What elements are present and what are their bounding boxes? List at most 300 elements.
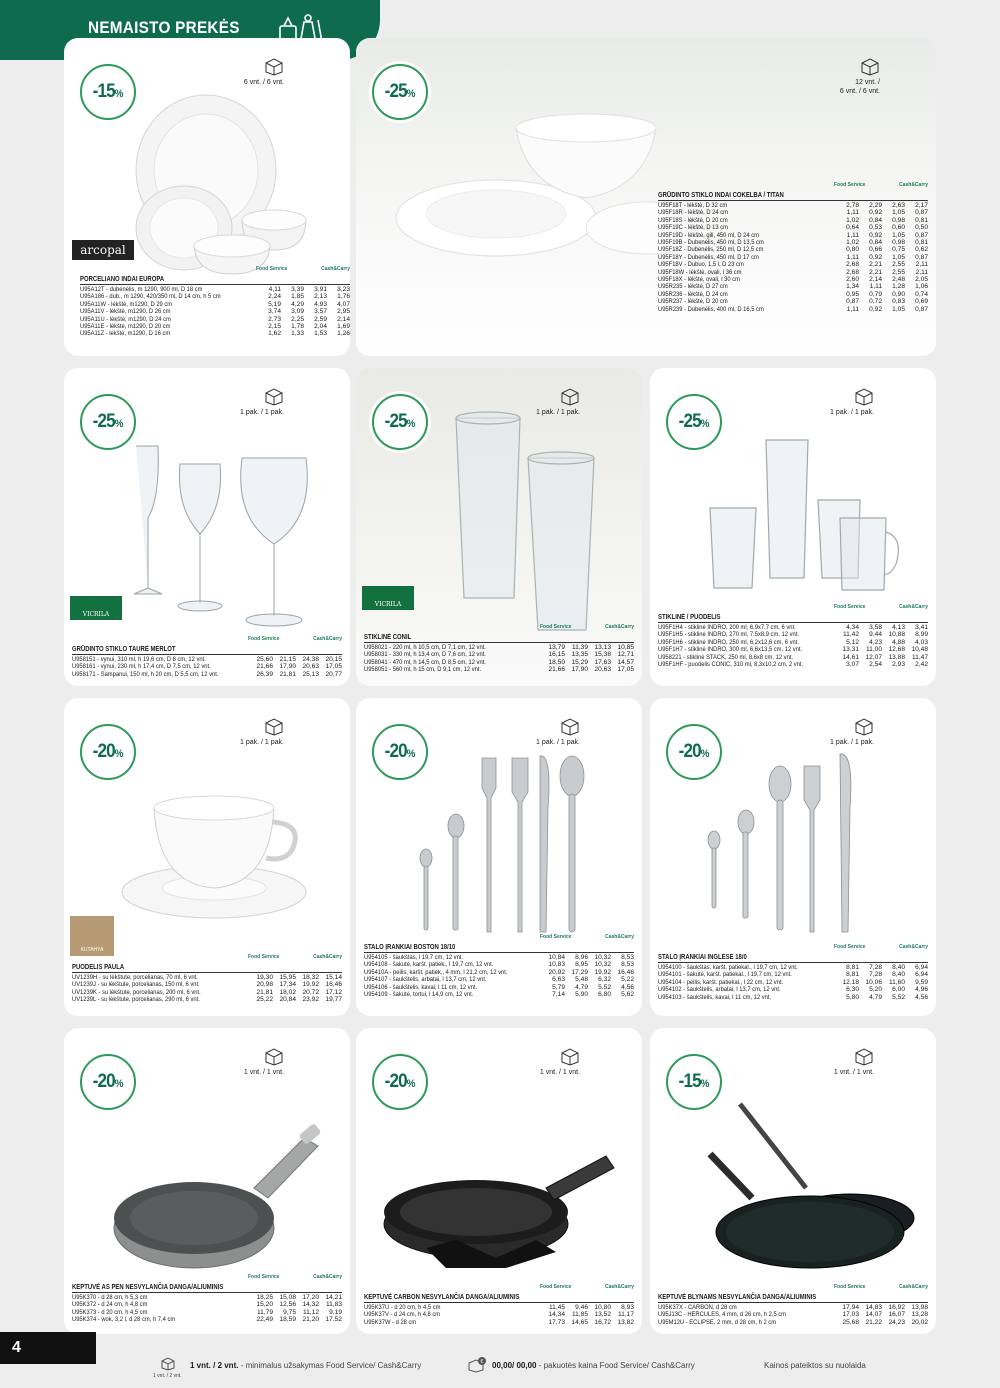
discount-badge [80,1054,136,1110]
discount-badge [80,64,136,120]
discount-badge [372,64,428,120]
product-title: PORCELIANO INDAI EUROPA [80,276,165,283]
food-service-label: Food Service [248,636,280,642]
cash-carry-header [605,934,634,940]
cash-carry-label: Cash&Carry [899,1284,928,1290]
title-divider [72,1292,342,1293]
food-service-header [540,934,571,940]
product-title: KEPTUVĖ CARBON NESVYLANČIA DANGA/ALIUMINIS [364,1294,520,1301]
price-value: 2,78 [846,202,859,209]
price-value: 14,65 [571,1318,588,1326]
price-value: 9,44 [869,631,882,639]
product-code-description: U95K37W - d 28 cm [364,1318,417,1326]
price-value: 9,75 [283,1308,296,1316]
price-value: 3,39 [291,286,304,293]
food-service-header [834,604,865,610]
price-text: - pakuotės kaina Food Service/ Cash&Carry [536,1361,695,1370]
cash-carry-header [899,944,928,950]
white-glass-dishes-image [386,98,676,298]
package-info [806,388,874,417]
price-row [658,654,928,661]
price-value: 4,03 [915,638,928,646]
discount-value [385,411,415,433]
package-quantity: 1 pak. / 1 pak. [830,409,874,416]
discount-number: -25 [93,411,116,432]
price-value: 3,09 [291,308,304,316]
price-value: 2,24 [268,293,281,301]
price-value: 13,31 [842,646,859,654]
box-icon [560,718,580,736]
price-value: 5,48 [575,976,588,984]
price-column-header [540,624,634,630]
food-service-header [540,624,571,630]
glasses-mug-image [690,428,910,598]
price-value: 21,66 [548,666,565,674]
price-value: 25,13 [302,670,319,678]
price-value: 20,02 [911,1318,928,1326]
package-info [806,718,874,747]
food-service-label: Food Service [834,604,866,610]
crepe-pans-image [690,1098,920,1278]
percent-sign: % [701,418,709,430]
cash-carry-label: Cash&Carry [313,636,342,642]
price-value: 8,99 [915,631,928,639]
price-value: 11,17 [617,1311,634,1319]
price-row [364,659,634,666]
price-value: 1,11 [846,253,859,261]
price-value: 8,81 [846,964,859,971]
price-row [80,323,350,330]
cash-carry-label: Cash&Carry [899,604,928,610]
price-row [658,254,928,261]
price-value: 0,90 [892,290,905,298]
product-code-description: U95F1HF - puodelis CONIC, 310 ml, 8,3x10,2 cm, 2 vnt. [658,661,804,669]
product-title: KEPTUVĖ BLYNAMS NESVYLANČIA DANGA/ALIUMINIS [658,1294,817,1301]
price-value: 0,87 [915,305,928,313]
price-row [364,1304,634,1311]
cash-carry-label: Cash&Carry [899,182,928,188]
price-value: 17,34 [279,981,296,989]
discount-number: -20 [385,741,408,762]
price-value: 12,56 [279,1301,296,1309]
price-value: 0,64 [846,224,859,232]
product-code-description: U95F19B - Dubenėlis, 450 ml, D 13,5 cm [658,239,764,247]
price-row [658,232,928,239]
price-row [658,269,928,276]
food-service-label: Food Service [256,266,288,272]
title-divider [658,1302,928,1303]
price-value: 6,63 [552,976,565,984]
food-service-label: Food Service [540,934,572,940]
price-row [72,996,342,1003]
price-value: 10,88 [888,631,905,639]
price-row [658,202,928,209]
product-code-description: U95A12T - dubenėlis, m 1290, 900 ml, D 18 cm [80,286,203,293]
product-info [658,1284,928,1326]
price-row [658,298,928,305]
price-value: 10,80 [594,1304,611,1311]
price-value: 0,50 [915,224,928,232]
product-code-description: U95K373 - d 20 cm, h 4,5 cm [72,1308,148,1316]
price-row [364,651,634,658]
price-value: 11,42 [842,631,859,639]
price-value: 16,72 [594,1318,611,1326]
price-value: 10,83 [548,961,565,969]
min-order-bold: 1 vnt. / 2 vnt. [190,1361,239,1370]
price-value: 24,38 [302,656,319,663]
price-value: 1,05 [892,209,905,217]
price-row [658,291,928,298]
food-service-header [834,1284,865,1290]
conil-glasses-image [416,398,616,638]
package-info [512,388,580,417]
product-code-description: UV1239J - su lėkštute, porcelianas, 150 ml, 6 vnt. [72,981,200,989]
price-value: 3,91 [314,286,327,293]
price-column-header [256,266,350,272]
price-value: 18,50 [548,658,565,666]
price-value: 11,45 [548,1304,565,1311]
price-note [492,1361,695,1370]
price-row [658,971,928,978]
food-service-label: Food Service [248,954,280,960]
price-value: 1,06 [915,283,928,291]
price-value: 0,69 [915,298,928,306]
price-value: 6,00 [892,986,905,994]
discount-badge [666,1054,722,1110]
cash-carry-header [313,1274,342,1280]
product-code-description: U954108 - šakutė, karšt. patiek., l 19,7 cm, 12 vnt. [364,961,494,969]
price-value: 15,29 [571,658,588,666]
price-value: 0,60 [892,224,905,232]
price-value: 0,92 [869,209,882,217]
grey-pan-image [104,1118,334,1278]
price-row [658,246,928,253]
product-code-description: U954101 - šakutė, karšt. patiekal., l 19,7 cm, 12 vnt. [658,971,792,979]
price-value: 5,79 [552,983,565,991]
price-value: 15,14 [325,974,342,981]
min-order-icon-label: 1 vnt. / 2 vnt. [153,1373,182,1379]
discount-value [93,411,123,433]
title-divider [364,642,634,643]
price-row [658,224,928,231]
discount-number: -25 [385,411,408,432]
cash-carry-label: Cash&Carry [605,1284,634,1290]
product-code-description: U95A11W - lėkštė, m1290, D 29 cm [80,300,173,308]
price-value: 0,66 [869,246,882,254]
product-code-description: U95F18Z - Dubenėlis, 250 ml, D 12,5 cm [658,246,764,254]
product-code-description: U954107 - šaukštelis, arbatai, l 13,7 cm, 12 vnt. [364,976,487,984]
brand-name: KUTAHYA [80,947,104,953]
product-code-description: U95K372 - d 24 cm, h 4,8 cm [72,1301,148,1309]
price-value: 4,34 [846,624,859,631]
package-info [216,388,284,417]
price-value: 2,21 [869,268,882,276]
price-value: 13,52 [594,1311,611,1319]
price-value: 6,80 [598,991,611,999]
discount-number: -15 [93,81,116,102]
price-value: 13,28 [911,1311,928,1319]
price-value: 19,92 [302,981,319,989]
price-value: 11,60 [888,978,905,986]
price-value: 8,53 [621,954,634,961]
price-row [658,994,928,1001]
price-value: 0,95 [846,290,859,298]
box-icon [854,718,874,736]
brand-name: arcopal [80,243,126,257]
food-service-header [834,944,865,950]
price-value: 0,75 [892,246,905,254]
cash-carry-header [321,266,350,272]
price-row [364,666,634,673]
percent-sign: % [115,1078,123,1090]
price-value: 4,79 [575,983,588,991]
price-value: 11,12 [302,1308,319,1316]
price-column-header [248,1274,342,1280]
price-value: 1,05 [892,305,905,313]
boston-cutlery-image [406,748,596,938]
price-value: 17,52 [325,1316,342,1324]
price-value: 1,11 [846,305,859,313]
product-code-description: U954109 - šakutė, tortui, l 14,9 cm, 12 vnt. [364,991,474,999]
price-value: 11,39 [571,644,588,651]
product-code-description: U95K374 - wok, 3,2 l, d 28 cm, h 7,4 cm [72,1316,176,1324]
brand-logo [362,586,414,610]
product-code-description: U95410A - peilis, karšt. patiek., 4 mm, l 21,2 cm, 12 vnt. [364,968,508,976]
price-value: 20,63 [594,666,611,674]
price-value: 7,28 [869,964,882,971]
package-quantity: 1 pak. / 1 pak. [536,739,580,746]
package-info [806,1048,874,1077]
price-value: 3,58 [869,624,882,631]
package-quantity: 1 vnt. / 1 vnt. [243,1069,284,1076]
product-title: GRŪDINTO STIKLO INDAI COKELBA / TITAN [658,192,784,199]
price-value: 13,88 [888,653,905,661]
price-value: 4,88 [892,638,905,646]
package-quantity: 1 vnt. / 1 vnt. [539,1069,580,1076]
price-column-header [540,1284,634,1290]
price-value: 8,93 [621,1304,634,1311]
package-quantity: 1 pak. / 1 pak. [240,409,284,416]
product-code-description: U95F1H5 - stiklinė INDRO, 270 ml, 7,5x8,9 cm, 12 vnt. [658,631,799,639]
price-value: 2,48 [892,276,905,284]
cash-carry-label: Cash&Carry [321,266,350,272]
product-code-description: U958151 - vynui, 310 ml, h 19,6 cm, D 8 cm, 12 vnt. [72,656,206,663]
price-value: 16,92 [888,1304,905,1311]
price-row [658,1319,928,1326]
product-code-description: U954104 - peilis, karšt. patiekal., l 22 cm, 12 vnt. [658,978,784,986]
price-row [72,656,342,663]
price-value: 2,63 [892,202,905,209]
price-value: 20,15 [325,656,342,663]
price-row [80,286,350,293]
discount-number: -20 [93,1071,116,1092]
product-code-description: U95A11U - lėkštė, m1290, D 24 cm [80,315,171,323]
percent-sign: % [701,1078,709,1090]
price-value: 7,28 [869,971,882,979]
product-code-description: U95A11Z - lėkštė, m1290, D 16 cm [80,330,171,338]
package-info [512,718,580,747]
product-code-description: U958051 - 560 ml, h 15 cm, D 9,1 cm, 12 vnt. [364,666,482,674]
price-row [658,986,928,993]
brand-logo [72,240,134,260]
price-value: 2,11 [915,268,928,276]
price-value: 1,69 [337,323,350,331]
title-divider [364,1302,634,1303]
price-value: 16,15 [548,651,565,659]
title-divider [72,654,342,655]
product-info [364,1284,634,1326]
food-service-label: Food Service [540,624,572,630]
discount-badge [372,1054,428,1110]
price-value: 16,46 [617,968,634,976]
price-value: 21,81 [256,988,273,996]
price-row [80,301,350,308]
title-divider [658,200,928,201]
product-code-description: U95F18R - lėkštė, D 24 cm [658,209,728,217]
product-code-description: U954106 - šaukštelis, kavai, l 11 cm, 12 vnt. [364,983,478,991]
price-value: 8,95 [575,961,588,969]
price-value: 13,98 [911,1304,928,1311]
price-row [658,1304,928,1311]
product-code-description: U954102 - šaukštelis, arbatai, l 13,7 cm, 12 vnt. [658,986,781,994]
price-value: 14,32 [302,1301,319,1309]
price-value: 22,49 [256,1316,273,1324]
price-value: 21,20 [302,1316,319,1324]
box-icon [854,388,874,406]
product-code-description: U95M12U - ECLIPSE, 2 mm, d 28 cm, h 2 cm [658,1318,777,1326]
price-column-header [248,636,342,642]
price-bold: 00,00/ 00,00 [492,1361,537,1370]
percent-sign: % [407,748,415,760]
price-value: 6,32 [598,976,611,984]
product-info [72,1274,342,1324]
price-row [72,671,342,678]
price-value: 26,39 [256,670,273,678]
price-value: 11,47 [911,653,928,661]
price-value: 0,84 [869,239,882,247]
price-value: 20,98 [256,981,273,989]
food-service-header [256,266,287,272]
price-value: 14,34 [548,1311,565,1319]
discount-note: Kainos pateiktos su nuolaida [764,1361,866,1370]
product-title: KEPTUVĖ AS PEN NESVYLANČIA DANGA/ALIUMINIS [72,1284,224,1291]
package-quantity: 1 pak. / 1 pak. [830,739,874,746]
discount-value [679,741,709,763]
price-value: 21,15 [279,656,296,663]
cash-carry-label: Cash&Carry [313,954,342,960]
cash-carry-label: Cash&Carry [899,944,928,950]
price-value: 4,79 [869,993,882,1001]
black-pan-image [376,1128,626,1268]
food-service-label: Food Service [834,182,866,188]
price-row [80,330,350,337]
product-code-description: U95F1H6 - stiklinė INDRO, 250 ml, 6,2x12,6 cm, 6 vnt. [658,638,799,646]
price-value: 4,23 [869,638,882,646]
product-title: STALO ĮRANKIAI INGLESE 18/0 [658,954,747,961]
price-row [72,989,342,996]
food-service-header [248,1274,279,1280]
price-value: 2,05 [915,276,928,284]
price-value: 2,68 [846,261,859,269]
price-row [658,979,928,986]
price-value: 13,13 [594,644,611,651]
price-value: 19,77 [325,996,342,1004]
discount-value [679,1071,709,1093]
product-code-description: U95F18Y - Dubenėlis, 450 ml, D 17 cm [658,253,759,261]
price-value: 15,20 [256,1301,273,1309]
price-value: 2,21 [869,261,882,269]
price-value: 16,07 [888,1311,905,1319]
cash-carry-header [605,624,634,630]
price-value: 25,68 [842,1318,859,1326]
product-code-description: U95F18V - Dubuo, 1,5 l, D 23 cm [658,261,744,269]
price-value: 0,62 [915,246,928,254]
price-value: 17,05 [617,666,634,674]
price-value: 14,57 [617,658,634,666]
price-value: 17,63 [594,658,611,666]
box-icon [854,1048,874,1066]
price-value: 17,20 [302,1294,319,1301]
product-info [72,954,342,1004]
price-value: 10,48 [911,646,928,654]
discount-badge [80,724,136,780]
price-value: 13,82 [617,1318,634,1326]
price-value: 17,12 [325,988,342,996]
price-value: 2,42 [915,661,928,669]
price-box-icon [467,1357,487,1373]
price-value: 2,25 [291,315,304,323]
title-divider [80,284,350,285]
price-value: 0,83 [892,298,905,306]
product-code-description: U95K37U - d 20 cm, h 4,5 cm [364,1304,441,1311]
price-value: 11,83 [325,1301,342,1309]
price-value: 2,13 [314,293,327,301]
product-code-description: U958031 - 330 ml, h 13,4 cm, D 7,6 cm, 12 vnt. [364,651,486,659]
price-value: 11,00 [865,646,882,654]
price-value: 2,55 [892,268,905,276]
discount-value [679,411,709,433]
product-code-description: U95F19D - lėkštė, gili, 450 ml, D 24 cm [658,231,759,239]
price-value: 25,22 [256,996,273,1004]
porcelain-plates-image [114,78,334,278]
price-value: 5,20 [869,986,882,994]
price-value: 17,73 [548,1318,565,1326]
price-value: 0,84 [869,216,882,224]
package-quantity: 6 vnt. / 6 vnt. [839,88,880,95]
box-icon [264,1048,284,1066]
food-service-label: Food Service [540,1284,572,1290]
product-title: STIKLINĖ / PUODELIS [658,614,721,621]
product-title: STALO ĮRANKIAI BOSTON 18/10 [364,944,456,951]
price-value: 19,92 [594,968,611,976]
price-column-header [834,182,928,188]
price-value: 8,40 [892,971,905,979]
price-value: 0,81 [915,216,928,224]
discount-number: -20 [679,741,702,762]
product-title: STIKLINĖ CONIL [364,634,412,641]
price-value: 2,95 [337,308,350,316]
discount-badge [372,394,428,450]
title-divider [364,952,634,953]
price-row [72,981,342,988]
price-row [658,283,928,290]
price-row [364,991,634,998]
product-info [658,604,928,669]
product-code-description: U95A186 - dub., m 1290, 420/350 ml, D 14 cm, h 5 cm [80,293,221,301]
product-code-description: U954105 - šaukštas, l 19,7 cm, 12 vnt. [364,954,464,961]
product-title: PUODELIS PAULA [72,964,125,971]
percent-sign: % [701,748,709,760]
